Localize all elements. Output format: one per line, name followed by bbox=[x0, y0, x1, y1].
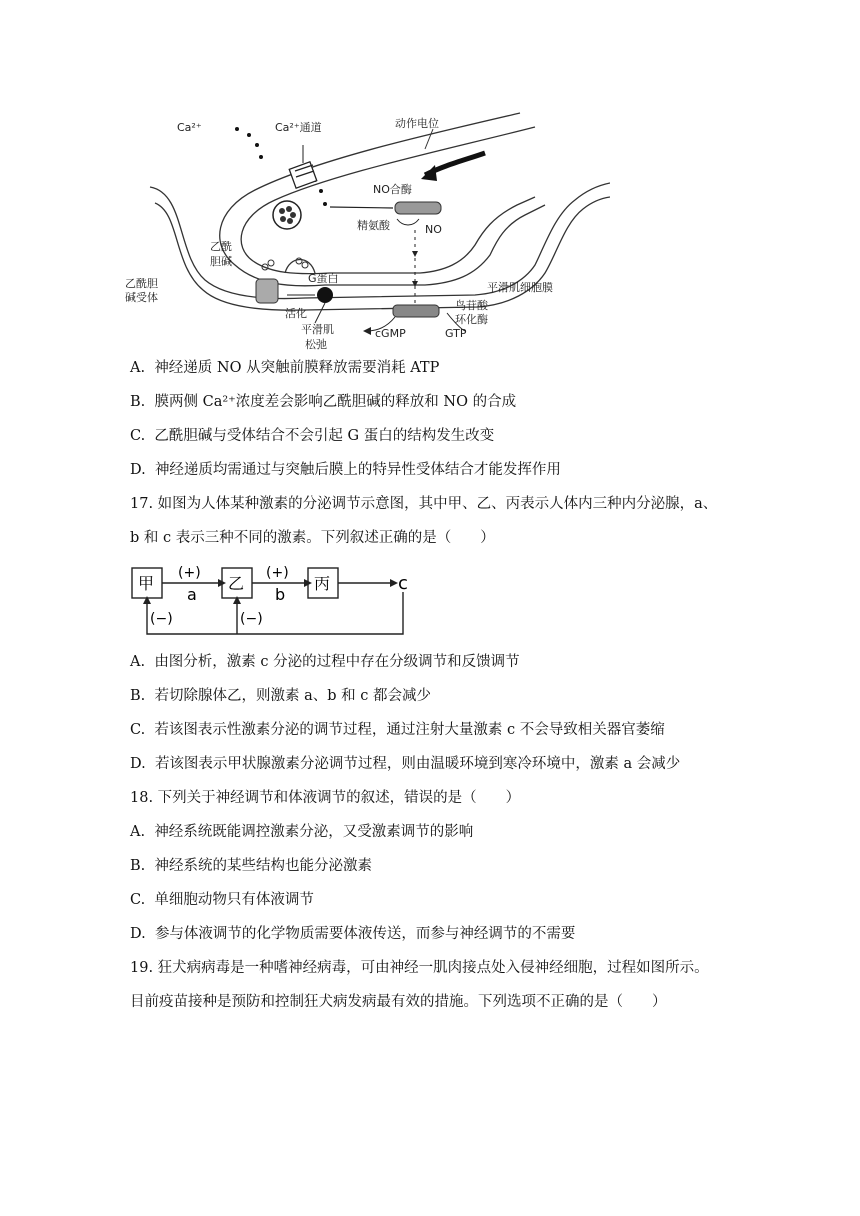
q17-option-c bbox=[130, 720, 665, 740]
q17-option-b bbox=[130, 686, 431, 706]
hormone-a: a bbox=[187, 585, 197, 604]
q18-option-a bbox=[130, 822, 473, 842]
cgmp-label: cGMP bbox=[375, 327, 406, 340]
option-letter: A. bbox=[130, 654, 146, 670]
q17-option-a bbox=[130, 652, 520, 672]
relax-label-1: 平滑肌 bbox=[301, 323, 334, 336]
cyclase-label-2: 环化酶 bbox=[455, 313, 488, 326]
hormone-c: c bbox=[398, 573, 408, 594]
arginine-label: 精氨酸 bbox=[357, 219, 390, 232]
gland-jia: 甲 bbox=[138, 574, 155, 593]
option-letter: A. bbox=[130, 360, 146, 376]
minus-sign-1: (−) bbox=[150, 611, 173, 627]
cyclase-label-1: 鸟苷酸 bbox=[455, 299, 488, 312]
option-text: 若该图表示甲状腺激素分泌调节过程，则由温暖环境到寒冷环境中，激素 a 会减少 bbox=[154, 756, 681, 772]
option-letter: C. bbox=[130, 428, 146, 444]
no-label: NO bbox=[425, 223, 442, 236]
option-letter: D. bbox=[130, 926, 146, 942]
option-text: 乙酰胆碱与受体结合不会引起 G 蛋白的结构发生改变 bbox=[154, 428, 495, 444]
hormone-regulation-diagram bbox=[128, 560, 418, 642]
option-letter: C. bbox=[130, 722, 146, 738]
q19-stem-line1: 19. 狂犬病病毒是一种嗜神经病毒，可由神经一肌肉接点处入侵神经细胞，过程如图所示。 bbox=[130, 960, 709, 976]
option-text: 参与体液调节的化学物质需要体液传送，而参与神经调节的不需要 bbox=[154, 926, 576, 942]
acetylcholine-label-2: 胆碱 bbox=[210, 255, 232, 268]
option-letter: B. bbox=[130, 688, 146, 704]
synapse-diagram bbox=[125, 105, 610, 355]
gtp-label: GTP bbox=[445, 327, 467, 340]
option-text: 若切除腺体乙，则激素 a、b 和 c 都会减少 bbox=[154, 688, 431, 704]
no-synthase-label: NO合酶 bbox=[373, 183, 412, 196]
receptor-label-1: 乙酰胆 bbox=[125, 277, 158, 290]
option-text: 神经系统既能调控激素分泌，又受激素调节的影响 bbox=[154, 824, 474, 840]
option-text: 神经递质 NO 从突触前膜释放需要消耗 ATP bbox=[154, 360, 440, 376]
minus-sign-2: (−) bbox=[240, 611, 263, 627]
gland-yi: 乙 bbox=[228, 574, 245, 593]
q19-stem-line2: 目前疫苗接种是预防和控制狂犬病发病最有效的措施。下列选项不正确的是（ ） bbox=[130, 994, 667, 1010]
g-protein-label: G蛋白 bbox=[308, 272, 339, 285]
q18-stem: 18. 下列关于神经调节和体液调节的叙述，错误的是（ ） bbox=[130, 790, 521, 806]
option-text: 神经递质均需通过与突触后膜上的特异性受体结合才能发挥作用 bbox=[154, 462, 561, 478]
ca-ion-label: Ca²⁺ bbox=[177, 121, 202, 134]
activation-label: 活化 bbox=[285, 307, 307, 320]
option-text: 若该图表示性激素分泌的调节过程，通过注射大量激素 c 不会导致相关器官萎缩 bbox=[154, 722, 665, 738]
q17-stem-line1: 17. 如图为人体某种激素的分泌调节示意图，其中甲、乙、丙表示人体内三种内分泌腺，a、 bbox=[130, 496, 718, 512]
smooth-muscle-membrane-label: 平滑肌细胞膜 bbox=[487, 281, 553, 294]
q18-option-c bbox=[130, 890, 314, 910]
relax-label-2: 松弛 bbox=[305, 338, 327, 351]
option-text: 神经系统的某些结构也能分泌激素 bbox=[154, 858, 372, 874]
option-letter: C. bbox=[130, 892, 146, 908]
option-letter: B. bbox=[130, 858, 146, 874]
q18-option-b bbox=[130, 856, 372, 876]
receptor-label-2: 碱受体 bbox=[125, 291, 158, 304]
option-letter: B. bbox=[130, 394, 146, 410]
q18-option-d bbox=[130, 924, 575, 944]
option-letter: A. bbox=[130, 824, 146, 840]
ca-channel-label: Ca²⁺通道 bbox=[275, 121, 322, 134]
q17-option-d bbox=[130, 754, 680, 774]
option-letter: D. bbox=[130, 756, 146, 772]
q16-option-a bbox=[130, 358, 439, 378]
hormone-b: b bbox=[275, 585, 286, 604]
gland-bing: 丙 bbox=[314, 574, 331, 593]
q16-option-c bbox=[130, 426, 494, 446]
q17-stem-line2: b 和 c 表示三种不同的激素。下列叙述正确的是（ ） bbox=[130, 530, 495, 546]
plus-sign-1: (+) bbox=[178, 565, 201, 581]
q16-option-d bbox=[130, 460, 561, 480]
acetylcholine-label-1: 乙酰 bbox=[210, 240, 232, 253]
plus-sign-2: (+) bbox=[266, 565, 289, 581]
option-text: 由图分析，激素 c 分泌的过程中存在分级调节和反馈调节 bbox=[154, 654, 520, 670]
option-text: 单细胞动物只有体液调节 bbox=[154, 892, 314, 908]
option-letter: D. bbox=[130, 462, 146, 478]
action-potential-label: 动作电位 bbox=[395, 117, 439, 130]
option-text: 膜两侧 Ca²⁺浓度差会影响乙酰胆碱的释放和 NO 的合成 bbox=[154, 394, 517, 410]
q16-option-b bbox=[130, 392, 516, 412]
